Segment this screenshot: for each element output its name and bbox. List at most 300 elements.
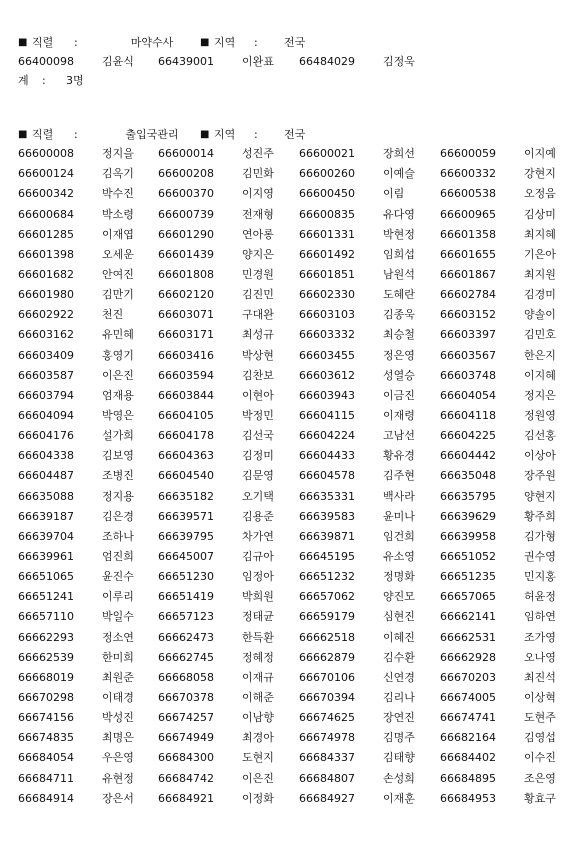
candidate-number: 66604054 [440, 388, 496, 402]
candidate-name: 양진모 [383, 590, 415, 604]
table-row [18, 789, 563, 809]
candidate-name: 정태균 [242, 610, 274, 624]
colon: : [42, 74, 46, 88]
candidate-number: 66635088 [18, 489, 74, 503]
table-row [18, 607, 563, 627]
candidate-name: 설가희 [102, 429, 134, 443]
candidate-number: 66439001 [158, 55, 214, 68]
candidate-name: 오기택 [242, 489, 274, 503]
candidate-number: 66684054 [18, 751, 74, 765]
candidate-number: 66674949 [158, 731, 214, 745]
candidate-name: 정원영 [524, 408, 556, 422]
candidate-name: 구대완 [242, 308, 274, 322]
table-row [18, 325, 563, 345]
candidate-name: 정은영 [383, 348, 415, 362]
candidate-name: 정명화 [383, 570, 415, 584]
candidate-number: 66600739 [158, 207, 214, 221]
candidate-number: 66645195 [299, 549, 355, 563]
table-row [18, 708, 563, 728]
candidate-name: 김문영 [242, 469, 274, 483]
square-bullet-icon: ■ [18, 37, 28, 48]
candidate-name: 최지원 [524, 267, 556, 281]
candidate-number: 66603455 [299, 348, 355, 362]
candidate-number: 66670298 [18, 690, 74, 704]
table-row [18, 245, 563, 265]
section-header [18, 126, 563, 144]
candidate-name: 이혜진 [383, 630, 415, 644]
candidate-number: 66651419 [158, 590, 214, 604]
candidate-name: 김만기 [102, 288, 134, 302]
candidate-number: 66635182 [158, 489, 214, 503]
candidate-number: 66603612 [299, 368, 355, 382]
candidate-name: 성열승 [383, 368, 415, 382]
candidate-name: 신연경 [383, 670, 415, 684]
candidate-name: 이지영 [242, 187, 274, 201]
candidate-number: 66662141 [440, 610, 496, 624]
table-row [18, 426, 563, 446]
candidate-number: 66659179 [299, 610, 355, 624]
candidate-name: 김보영 [102, 449, 134, 463]
candidate-name: 김경미 [524, 288, 556, 302]
candidate-number: 66600684 [18, 207, 74, 221]
candidate-number: 66639704 [18, 529, 74, 543]
candidate-number: 66684921 [158, 791, 214, 805]
candidate-number: 66651241 [18, 590, 74, 604]
candidate-name: 최지혜 [524, 227, 556, 241]
candidate-name: 홍영기 [102, 348, 134, 362]
candidate-number: 66600538 [440, 187, 496, 201]
section-header [18, 34, 563, 52]
candidate-number: 66639583 [299, 509, 355, 523]
candidate-number: 66657110 [18, 610, 74, 624]
table-row [18, 386, 563, 406]
colon: : [254, 36, 258, 49]
candidate-number: 66601331 [299, 227, 355, 241]
candidate-number: 66651052 [440, 549, 496, 563]
candidate-number: 66600014 [158, 147, 214, 161]
candidate-name: 임건희 [383, 529, 415, 543]
candidate-name: 한미희 [102, 650, 134, 664]
candidate-number: 66684895 [440, 771, 496, 785]
colon: : [74, 36, 78, 49]
document-page [18, 34, 563, 809]
candidate-number: 66684402 [440, 751, 496, 765]
table-row [18, 225, 563, 245]
candidate-name: 최진석 [524, 670, 556, 684]
candidate-name: 백사라 [383, 489, 415, 503]
candidate-number: 66662531 [440, 630, 496, 644]
candidate-name: 이지혜 [524, 368, 556, 382]
candidate-number: 66600208 [158, 167, 214, 181]
candidate-name: 이상혁 [524, 690, 556, 704]
candidate-number: 66603594 [158, 368, 214, 382]
candidate-name: 한은지 [524, 348, 556, 362]
candidate-number: 66662473 [158, 630, 214, 644]
candidate-name: 김용준 [242, 509, 274, 523]
candidate-name: 황유경 [383, 449, 415, 463]
candidate-number: 66601808 [158, 267, 214, 281]
candidate-number: 66601980 [18, 288, 74, 302]
candidate-number: 66601358 [440, 227, 496, 241]
candidate-name: 손성희 [383, 771, 415, 785]
candidate-name: 박수진 [102, 187, 134, 201]
candidate-name: 이은진 [102, 368, 134, 382]
candidate-name: 안여진 [102, 267, 134, 281]
candidate-number: 66682164 [440, 731, 496, 745]
candidate-number: 66639961 [18, 549, 74, 563]
candidate-name: 박일수 [102, 610, 134, 624]
candidate-name: 김옥기 [102, 167, 134, 181]
candidate-name: 황효구 [524, 791, 556, 805]
candidate-number: 66684927 [299, 791, 355, 805]
table-row [18, 487, 563, 507]
candidate-number: 66674156 [18, 711, 74, 725]
candidate-number: 66603844 [158, 388, 214, 402]
candidate-number: 66639795 [158, 529, 214, 543]
candidate-number: 66603103 [299, 308, 355, 322]
candidate-number: 66602120 [158, 288, 214, 302]
candidate-name: 최성규 [242, 328, 274, 342]
candidate-name: 김가형 [524, 529, 556, 543]
candidate-name: 민경원 [242, 267, 274, 281]
candidate-number: 66604442 [440, 449, 496, 463]
candidate-number: 66603397 [440, 328, 496, 342]
candidate-number: 66635048 [440, 469, 496, 483]
candidate-name: 성진주 [242, 147, 274, 161]
candidate-name: 박현정 [383, 227, 415, 241]
candidate-number: 66601285 [18, 227, 74, 241]
candidate-name: 이은진 [242, 771, 274, 785]
candidate-name: 조병진 [102, 469, 134, 483]
candidate-name: 엄진희 [102, 549, 134, 563]
candidate-number: 66639571 [158, 509, 214, 523]
candidate-name: 김정미 [242, 449, 274, 463]
candidate-name: 이지예 [524, 147, 556, 161]
candidate-number: 66601492 [299, 247, 355, 261]
candidate-name: 임정아 [242, 570, 274, 584]
candidate-number: 66662879 [299, 650, 355, 664]
total-value: 3명 [66, 74, 84, 88]
candidate-number: 66635795 [440, 489, 496, 503]
table-row [18, 346, 563, 366]
candidate-number: 66674005 [440, 690, 496, 704]
candidate-number: 66603171 [158, 328, 214, 342]
candidate-name: 박상현 [242, 348, 274, 362]
table-row [18, 587, 563, 607]
candidate-number: 66645007 [158, 549, 214, 563]
candidate-name: 양솔이 [524, 308, 556, 322]
candidate-number: 66601851 [299, 267, 355, 281]
candidate-number: 66604433 [299, 449, 355, 463]
candidate-name: 김리나 [383, 690, 415, 704]
candidate-number: 66662518 [299, 630, 355, 644]
candidate-name: 우은영 [102, 751, 134, 765]
candidate-name: 이예슬 [383, 167, 415, 181]
candidate-number: 66684711 [18, 771, 74, 785]
candidate-number: 66602922 [18, 308, 74, 322]
candidate-number: 66603567 [440, 348, 496, 362]
candidate-name: 남원석 [383, 267, 415, 281]
candidate-name: 김선홍 [524, 429, 556, 443]
candidate-number: 66603416 [158, 348, 214, 362]
candidate-number: 66684914 [18, 791, 74, 805]
table-row [18, 205, 563, 225]
candidate-number: 66601398 [18, 247, 74, 261]
candidate-name: 권수영 [524, 549, 556, 563]
candidate-number: 66604363 [158, 449, 214, 463]
candidate-name: 윤미나 [383, 509, 415, 523]
table-row [18, 527, 563, 547]
candidate-name: 김선국 [242, 429, 274, 443]
candidate-number: 66604115 [299, 408, 355, 422]
candidate-name: 박희원 [242, 590, 274, 604]
candidate-name: 김수환 [383, 650, 415, 664]
candidate-number: 66604540 [158, 469, 214, 483]
candidate-name: 정소연 [102, 630, 134, 644]
candidate-name: 김민화 [242, 167, 274, 181]
candidate-number: 66601439 [158, 247, 214, 261]
candidate-name: 이정화 [242, 791, 274, 805]
candidate-name: 연아롱 [242, 227, 274, 241]
candidate-name: 오정음 [524, 187, 556, 201]
table-row [18, 628, 563, 648]
candidate-name: 이남향 [242, 711, 274, 725]
job-series-label: 직렬 [32, 128, 54, 142]
candidate-name: 황주희 [524, 509, 556, 523]
candidate-number: 66657065 [440, 590, 496, 604]
candidate-name: 이림 [383, 187, 405, 201]
candidate-number: 66601290 [158, 227, 214, 241]
table-row [18, 446, 563, 466]
candidate-number: 66662928 [440, 650, 496, 664]
candidate-number: 66604578 [299, 469, 355, 483]
candidate-name: 양현지 [524, 489, 556, 503]
candidate-name: 이재훈 [383, 791, 415, 805]
candidate-number: 66601655 [440, 247, 496, 261]
candidate-name: 김종욱 [383, 308, 415, 322]
candidate-name: 정혜정 [242, 650, 274, 664]
candidate-number: 66604225 [440, 429, 496, 443]
candidate-name: 유다영 [383, 207, 415, 221]
candidate-name: 민지홍 [524, 570, 556, 584]
candidate-number: 66674978 [299, 731, 355, 745]
candidate-name: 양지은 [242, 247, 274, 261]
candidate-name: 이수진 [524, 751, 556, 765]
table-row [18, 52, 563, 72]
candidate-name: 심현진 [383, 610, 415, 624]
candidate-number: 66684742 [158, 771, 214, 785]
region-value: 전국 [284, 128, 306, 142]
candidate-name: 도현주 [524, 711, 556, 725]
candidate-number: 66668019 [18, 670, 74, 684]
candidate-name: 김규아 [242, 549, 274, 563]
candidate-number: 66670106 [299, 670, 355, 684]
candidate-number: 66662539 [18, 650, 74, 664]
candidate-name: 김찬보 [242, 368, 274, 382]
candidate-number: 66600059 [440, 147, 496, 161]
table-row [18, 567, 563, 587]
candidate-name: 정지은 [524, 388, 556, 402]
candidate-name: 임희섭 [383, 247, 415, 261]
candidate-number: 66603332 [299, 328, 355, 342]
table-row [18, 668, 563, 688]
candidate-number: 66604338 [18, 449, 74, 463]
candidate-number: 66674625 [299, 711, 355, 725]
candidate-name: 이상아 [524, 449, 556, 463]
table-row [18, 688, 563, 708]
candidate-name: 최승철 [383, 328, 415, 342]
candidate-name: 김영섭 [524, 731, 556, 745]
table-row [18, 265, 563, 285]
candidate-number: 66662745 [158, 650, 214, 664]
candidate-number: 66603943 [299, 388, 355, 402]
candidate-number: 66639629 [440, 509, 496, 523]
candidate-name: 김은경 [102, 509, 134, 523]
candidate-name: 이금진 [383, 388, 415, 402]
square-bullet-icon: ■ [200, 129, 210, 141]
candidate-number: 66604118 [440, 408, 496, 422]
candidate-name: 천진 [102, 308, 124, 322]
table-row [18, 728, 563, 748]
candidate-number: 66600260 [299, 167, 355, 181]
candidate-number: 66603071 [158, 308, 214, 322]
candidate-number: 66604176 [18, 429, 74, 443]
table-row [18, 547, 563, 567]
section-1 [18, 34, 563, 90]
candidate-number: 66668058 [158, 670, 214, 684]
candidate-name: 유소영 [383, 549, 415, 563]
candidate-name: 김상미 [524, 207, 556, 221]
candidate-number: 66601867 [440, 267, 496, 281]
candidate-name: 정지용 [102, 489, 134, 503]
candidate-name: 이해준 [242, 690, 274, 704]
region-label: 지역 [214, 128, 236, 142]
candidate-name: 최경아 [242, 731, 274, 745]
table-row [18, 507, 563, 527]
candidate-number: 66600450 [299, 187, 355, 201]
candidate-name: 조은영 [524, 771, 556, 785]
candidate-name: 김태향 [383, 751, 415, 765]
candidate-number: 66600124 [18, 167, 74, 181]
candidate-number: 66684337 [299, 751, 355, 765]
candidate-name: 김민호 [524, 328, 556, 342]
candidate-name: 김윤식 [102, 55, 134, 68]
candidate-name: 김주현 [383, 469, 415, 483]
candidate-number: 66603748 [440, 368, 496, 382]
candidate-name: 장주원 [524, 469, 556, 483]
candidate-name: 고남선 [383, 429, 415, 443]
candidate-name: 김정욱 [383, 55, 415, 68]
candidate-number: 66600342 [18, 187, 74, 201]
table-row [18, 285, 563, 305]
candidate-number: 66662293 [18, 630, 74, 644]
candidate-number: 66600021 [299, 147, 355, 161]
job-series-label: 직렬 [32, 36, 54, 49]
candidate-name: 차가연 [242, 529, 274, 543]
colon: : [254, 128, 258, 142]
candidate-name: 기은아 [524, 247, 556, 261]
candidate-number: 66657123 [158, 610, 214, 624]
candidate-number: 66635331 [299, 489, 355, 503]
table-row [18, 466, 563, 486]
candidate-number: 66604178 [158, 429, 214, 443]
candidate-name: 장연진 [383, 711, 415, 725]
candidate-number: 66603162 [18, 328, 74, 342]
total-label: 계 [18, 74, 29, 88]
candidate-name: 임하연 [524, 610, 556, 624]
candidate-name: 윤진수 [102, 570, 134, 584]
candidate-name: 허윤정 [524, 590, 556, 604]
candidate-number: 66639187 [18, 509, 74, 523]
candidate-name: 박성진 [102, 711, 134, 725]
square-bullet-icon: ■ [200, 37, 210, 48]
candidate-name: 박영은 [102, 408, 134, 422]
square-bullet-icon: ■ [18, 129, 28, 141]
candidate-name: 김명주 [383, 731, 415, 745]
candidate-name: 이재규 [242, 670, 274, 684]
candidate-number: 66657062 [299, 590, 355, 604]
candidate-number: 66603587 [18, 368, 74, 382]
candidate-name: 정지을 [102, 147, 134, 161]
candidate-number: 66670394 [299, 690, 355, 704]
candidate-name: 이태경 [102, 690, 134, 704]
candidate-number: 66670203 [440, 670, 496, 684]
candidate-name: 조가영 [524, 630, 556, 644]
candidate-number: 66604105 [158, 408, 214, 422]
candidate-name: 강현지 [524, 167, 556, 181]
candidate-name: 이현아 [242, 388, 274, 402]
candidate-number: 66600965 [440, 207, 496, 221]
candidate-number: 66639958 [440, 529, 496, 543]
candidate-name: 유현정 [102, 771, 134, 785]
job-series-value: 출입국관리 [125, 128, 179, 142]
candidate-number: 66603794 [18, 388, 74, 402]
candidate-number: 66651232 [299, 570, 355, 584]
table-row [18, 184, 563, 204]
candidate-name: 이재엽 [102, 227, 134, 241]
candidate-name: 장은서 [102, 791, 134, 805]
candidate-name: 엄재용 [102, 388, 134, 402]
candidate-number: 66604224 [299, 429, 355, 443]
colon: : [74, 128, 78, 142]
candidate-number: 66674257 [158, 711, 214, 725]
candidate-name: 박소령 [102, 207, 134, 221]
candidate-number: 66602784 [440, 288, 496, 302]
candidate-number: 66651065 [18, 570, 74, 584]
table-row [18, 144, 563, 164]
region-label: 지역 [214, 36, 236, 49]
table-row [18, 305, 563, 325]
candidate-name: 오나영 [524, 650, 556, 664]
table-row [18, 648, 563, 668]
candidate-name: 최명은 [102, 731, 134, 745]
table-row [18, 769, 563, 789]
region-value: 전국 [284, 36, 306, 49]
candidate-number: 66600332 [440, 167, 496, 181]
candidate-number: 66603152 [440, 308, 496, 322]
candidate-number: 66600008 [18, 147, 74, 161]
candidate-name: 최원준 [102, 670, 134, 684]
table-row [18, 164, 563, 184]
candidate-number: 66600835 [299, 207, 355, 221]
candidate-name: 김진민 [242, 288, 274, 302]
candidate-number: 66400098 [18, 55, 74, 68]
candidate-name: 오세운 [102, 247, 134, 261]
candidate-name: 유민혜 [102, 328, 134, 342]
candidate-name: 전재형 [242, 207, 274, 221]
section-2 [18, 126, 563, 809]
candidate-name: 장희선 [383, 147, 415, 161]
